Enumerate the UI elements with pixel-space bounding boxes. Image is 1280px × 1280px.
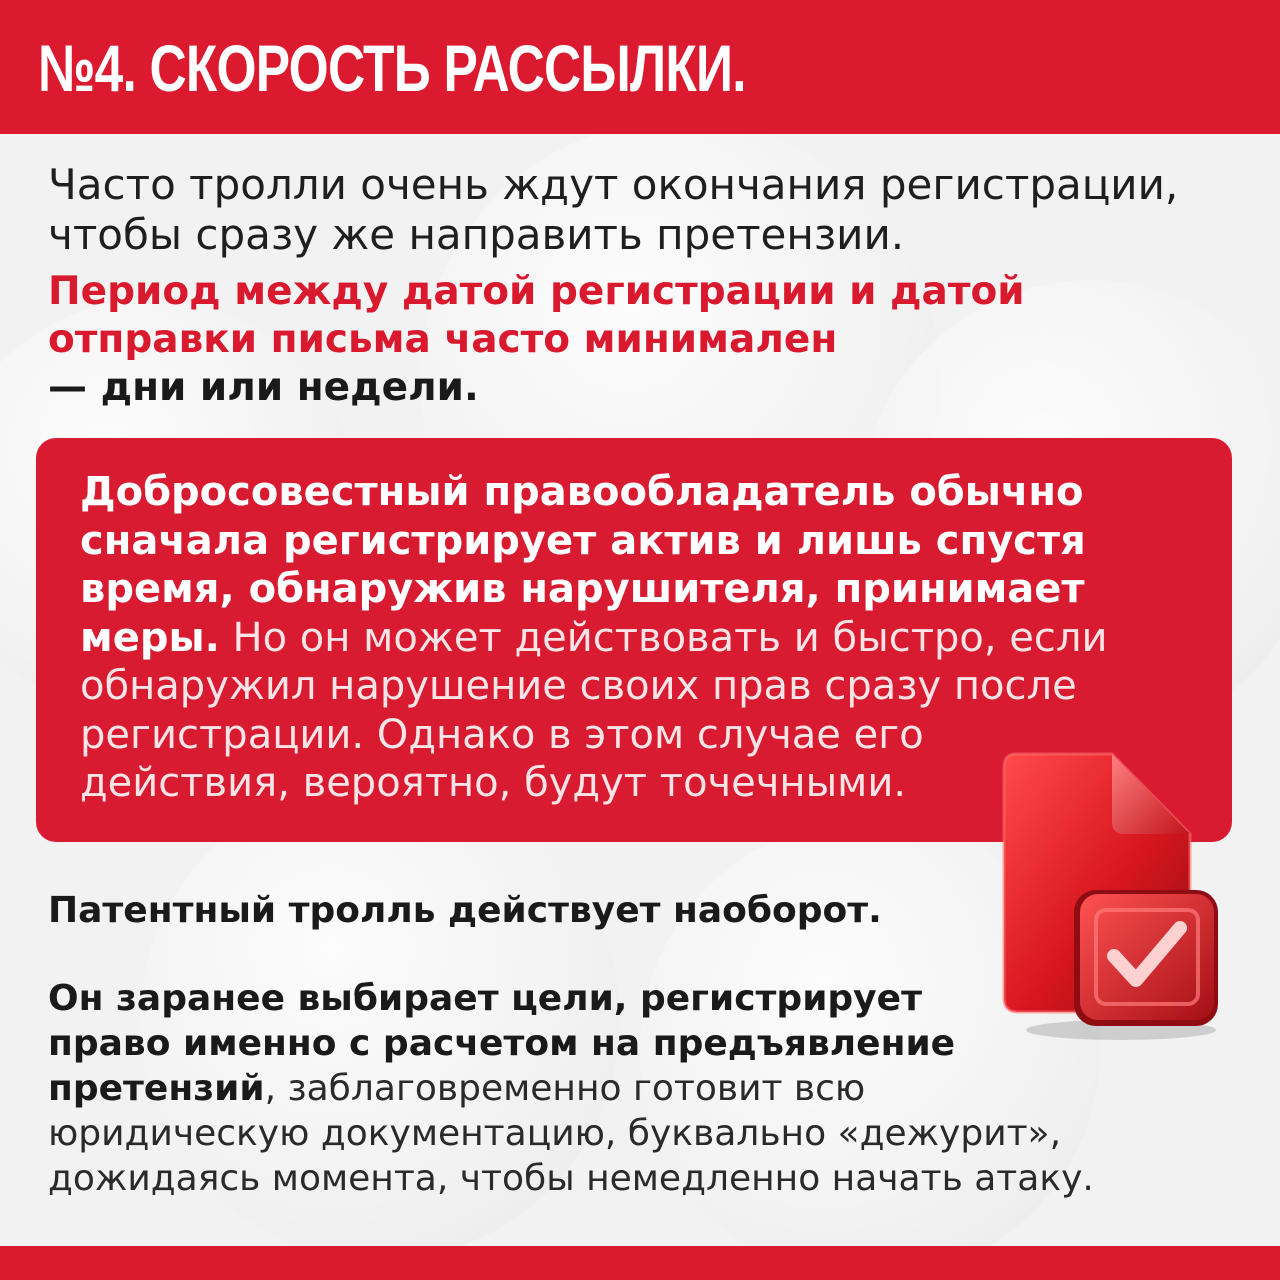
highlight-tail: — дни или недели.	[48, 365, 479, 410]
highlight-line: отправки письма часто минимален	[48, 317, 838, 362]
paragraph-line: дожидаясь момента, чтобы немедленно начать атаку.	[48, 1158, 1094, 1199]
paragraph-line: Он заранее выбирает цели, регистрирует	[48, 978, 922, 1019]
paragraph-line: право именно с расчетом на предъявление	[48, 1023, 956, 1064]
card-line: регистрации. Однако в этом случае его	[80, 711, 924, 758]
page-title: №4. СКОРОСТЬ РАССЫЛКИ.	[38, 31, 746, 105]
intro-line: чтобы сразу же направить претензии.	[48, 210, 905, 259]
card-line: Добросовестный правообладатель обычно	[80, 469, 1084, 515]
header-bar	[0, 0, 1280, 134]
highlight-line: Период между датой регистрации и датой	[48, 269, 1025, 314]
card-line: обнаружил нарушение своих прав сразу после	[80, 663, 1077, 709]
paragraph-line: юридическую документацию, буквально «дежурит»,	[48, 1113, 1062, 1154]
paragraph-troll-details	[48, 976, 1198, 1201]
card-line: действия, вероятно, будут точечными.	[80, 760, 907, 806]
card-line: Но он может действовать и быстро, если	[219, 614, 1108, 661]
intro-text	[48, 160, 1238, 260]
card-line: время, обнаружив нарушителя, принимает	[80, 566, 1085, 612]
paragraph-line: претензий	[48, 1068, 265, 1109]
paragraph-line: , заблаговременно готовит всю	[264, 1068, 866, 1109]
card-line: сначала регистрирует актив и лишь спустя	[80, 517, 1086, 564]
footer-bar	[0, 1246, 1280, 1280]
highlight-text	[48, 268, 1248, 364]
intro-line: Часто тролли очень ждут окончания регистрации,	[48, 160, 1179, 209]
card-line: меры.	[80, 614, 220, 661]
paragraph-troll: Патентный тролль действует наоборот.	[48, 890, 882, 931]
